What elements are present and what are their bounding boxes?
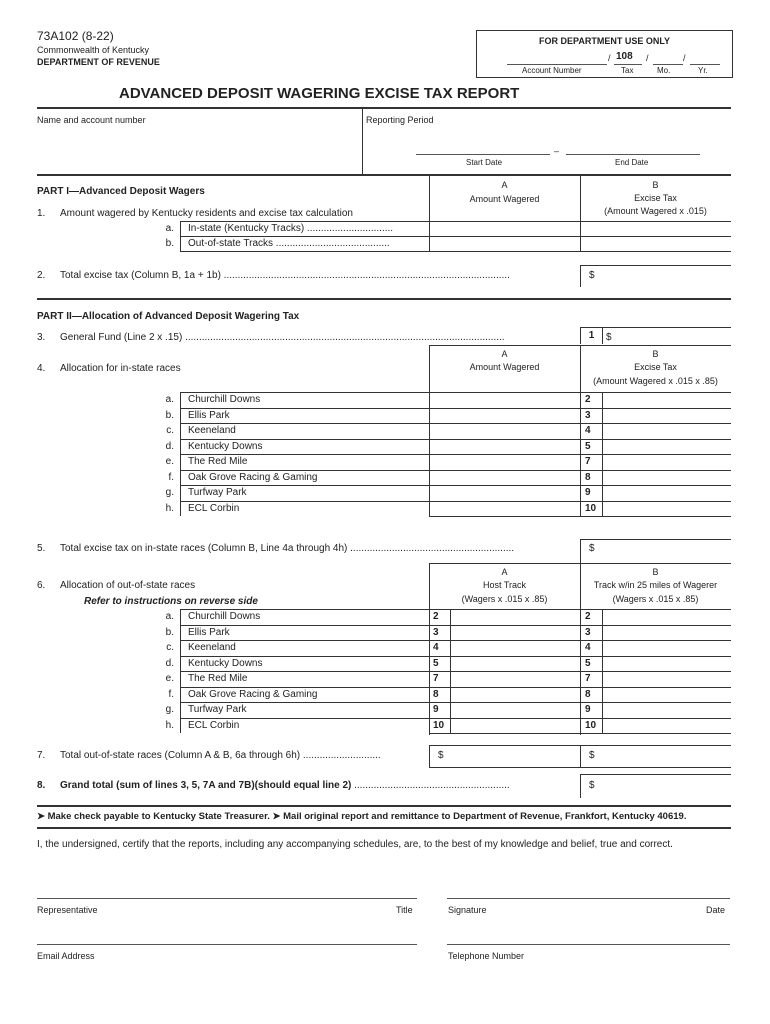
line5-total-input[interactable] bbox=[600, 540, 730, 562]
outstate-b-box-divider bbox=[602, 671, 603, 687]
outstate-a-box-number: 3 bbox=[433, 626, 439, 638]
line8-dollar: $ bbox=[589, 780, 595, 791]
instate-track-letter: b. bbox=[165, 409, 174, 421]
outstate-track-letter: g. bbox=[165, 704, 174, 715]
title-label: Title bbox=[396, 905, 413, 915]
instate-b-box-divider bbox=[602, 439, 603, 455]
line4-col-b-letter: B bbox=[652, 349, 659, 359]
line7b-dollar: $ bbox=[589, 750, 595, 761]
outstate-a-box-divider bbox=[450, 702, 451, 718]
line8-left-rule bbox=[580, 774, 581, 798]
instate-excise-tax-input[interactable] bbox=[604, 471, 730, 485]
outstate-host-track-input[interactable] bbox=[452, 641, 578, 655]
line6-col-b-sub: (Wagers x .015 x .85) bbox=[612, 594, 699, 604]
outstate-excise-tax-input[interactable] bbox=[604, 672, 730, 686]
line7a-input[interactable] bbox=[450, 746, 578, 766]
outstate-b-box-divider bbox=[602, 640, 603, 656]
slash-1: / bbox=[608, 53, 611, 63]
line6-col-b-label: Track w/in 25 miles of Wagerer bbox=[593, 580, 718, 590]
outstate-host-track-input[interactable] bbox=[452, 688, 578, 702]
line3-text: General Fund (Line 2 x .15) ................................................................................................................... bbox=[60, 332, 505, 343]
outstate-a-box-number: 9 bbox=[433, 704, 439, 715]
instate-amount-wagered-input[interactable] bbox=[431, 486, 578, 500]
line8-grand-total-input[interactable] bbox=[600, 775, 730, 797]
line6-col-a-letter: A bbox=[501, 567, 508, 577]
line1b-tax-input[interactable] bbox=[581, 237, 730, 250]
line7-number: 7. bbox=[37, 750, 46, 761]
outstate-track-letter: b. bbox=[165, 626, 174, 638]
payment-instructions: ➤ Make check payable to Kentucky State Treasurer. ➤ Mail original report and remittance to Department of Revenue, Frankfort, Kentucky 40619. bbox=[37, 811, 687, 822]
instate-b-box-divider bbox=[602, 392, 603, 408]
instate-b-box-number: 2 bbox=[585, 394, 591, 405]
instate-rows-bottom-rule bbox=[429, 516, 731, 517]
outstate-track-letter: f. bbox=[168, 688, 174, 700]
outstate-a-box-number: 2 bbox=[433, 611, 439, 622]
outstate-track-name: Oak Grove Racing & Gaming bbox=[188, 688, 318, 700]
line7a-dollar: $ bbox=[438, 750, 444, 761]
outstate-excise-tax-input[interactable] bbox=[604, 657, 730, 671]
line4-col-a-label: Amount Wagered bbox=[469, 362, 540, 372]
outstate-host-track-input[interactable] bbox=[452, 626, 578, 640]
outstate-a-box-number: 5 bbox=[433, 657, 439, 669]
year-line[interactable] bbox=[690, 64, 720, 65]
telephone-line[interactable] bbox=[447, 944, 730, 945]
start-date-label: Start Date bbox=[466, 158, 503, 167]
outstate-excise-tax-input[interactable] bbox=[604, 688, 730, 702]
outstate-b-box-number: 2 bbox=[585, 611, 591, 622]
instate-b-box-number: 5 bbox=[585, 440, 591, 452]
outstate-host-track-input[interactable] bbox=[452, 703, 578, 717]
outstate-b-box-number: 9 bbox=[585, 704, 591, 715]
instate-track-letter: d. bbox=[165, 440, 174, 452]
slash-2: / bbox=[646, 53, 649, 63]
outstate-track-letter: h. bbox=[165, 719, 174, 731]
instate-b-box-number: 3 bbox=[585, 409, 591, 421]
line3-box-number: 1 bbox=[588, 330, 595, 341]
agency-name: Commonwealth of Kentucky bbox=[37, 45, 150, 55]
line6-text: Allocation of out-of-state races bbox=[60, 580, 196, 591]
line4-number: 4. bbox=[37, 363, 46, 374]
instate-excise-tax-input[interactable] bbox=[604, 502, 730, 516]
line1a-text: In-state (Kentucky Tracks) ............................... bbox=[188, 223, 394, 234]
outstate-excise-tax-input[interactable] bbox=[604, 641, 730, 655]
outstate-host-track-input[interactable] bbox=[452, 719, 578, 733]
account-number-line[interactable] bbox=[507, 64, 607, 65]
outstate-a-box-number: 7 bbox=[433, 673, 439, 684]
form-id: 73A102 (8-22) bbox=[37, 29, 114, 43]
instate-track-name: Oak Grove Racing & Gaming bbox=[188, 471, 318, 483]
line2-number: 2. bbox=[37, 270, 46, 281]
part1-top-rule bbox=[37, 174, 731, 176]
date-label: Date bbox=[706, 905, 726, 915]
part2-title: PART II—Allocation of Advanced Deposit Wagering Tax bbox=[37, 311, 300, 322]
outstate-b-box-number: 5 bbox=[585, 657, 591, 669]
part1-col-b-label: Excise Tax bbox=[634, 193, 677, 203]
line4-col-b-sub: (Amount Wagered x .015 x .85) bbox=[593, 376, 718, 386]
signature-label: Signature bbox=[448, 905, 487, 915]
reporting-period-label: Reporting Period bbox=[366, 115, 434, 125]
name-account-label: Name and account number bbox=[37, 115, 146, 125]
line7b-input[interactable] bbox=[600, 746, 730, 766]
outstate-b-box-number: 4 bbox=[585, 642, 591, 653]
outstate-a-box-number: 8 bbox=[433, 688, 439, 700]
outstate-a-box-divider bbox=[450, 640, 451, 656]
outstate-track-letter: d. bbox=[165, 657, 174, 669]
representative-title-line[interactable] bbox=[37, 898, 417, 899]
end-date-field[interactable] bbox=[566, 154, 700, 155]
instate-track-name: Keeneland bbox=[188, 425, 236, 436]
outstate-excise-tax-input[interactable] bbox=[604, 626, 730, 640]
instate-amount-wagered-input[interactable] bbox=[431, 409, 578, 423]
outstate-a-box-divider bbox=[450, 625, 451, 641]
line8-text-wrap bbox=[60, 780, 576, 791]
instate-track-name: Ellis Park bbox=[188, 409, 230, 421]
line1b-letter: b. bbox=[165, 238, 174, 249]
outstate-a-box-divider bbox=[450, 609, 451, 625]
part1-col-b-letter: B bbox=[652, 180, 659, 190]
certification-statement: I, the undersigned, certify that the reports, including any accompanying schedules, are, to the best of my knowledge and belief, true and correct. bbox=[37, 839, 673, 850]
line1-number: 1. bbox=[37, 208, 46, 219]
line6-col-b-letter: B bbox=[652, 567, 659, 577]
line6-col-a-label: Host Track bbox=[482, 580, 526, 590]
line3-dollar: $ bbox=[606, 332, 612, 343]
outstate-a-box-divider bbox=[450, 671, 451, 687]
month-line[interactable] bbox=[653, 64, 683, 65]
outstate-label-left-rule bbox=[180, 609, 181, 733]
outstate-excise-tax-input[interactable] bbox=[604, 703, 730, 717]
line3-number: 3. bbox=[37, 332, 46, 343]
instate-b-box-divider bbox=[602, 408, 603, 424]
line4-text: Allocation for in-state races bbox=[60, 363, 181, 374]
outstate-host-track-input[interactable] bbox=[452, 672, 578, 686]
email-line[interactable] bbox=[37, 944, 417, 945]
outstate-track-name: Turfway Park bbox=[188, 704, 247, 715]
instate-b-box-divider bbox=[602, 454, 603, 470]
part1-col-b-sub: (Amount Wagered x .015) bbox=[604, 206, 707, 216]
line5-dollar: $ bbox=[589, 543, 595, 554]
outstate-b-box-divider bbox=[602, 718, 603, 734]
signature-date-line[interactable] bbox=[447, 898, 730, 899]
outstate-track-name: ECL Corbin bbox=[188, 719, 240, 731]
tax-code: 108 bbox=[616, 51, 633, 62]
line5-left-rule bbox=[580, 539, 581, 563]
line1b-text: Out-of-state Tracks ......................................... bbox=[188, 238, 390, 249]
department-use-box bbox=[476, 30, 733, 78]
line8-number: 8. bbox=[37, 780, 46, 791]
department-use-title: FOR DEPARTMENT USE ONLY bbox=[538, 36, 670, 46]
part1-title: PART I—Advanced Deposit Wagers bbox=[37, 186, 205, 197]
instate-b-box-number: 8 bbox=[585, 471, 591, 483]
id-divider bbox=[362, 108, 363, 174]
outstate-b-box-divider bbox=[602, 702, 603, 718]
footer-bottom-rule bbox=[37, 827, 731, 829]
outstate-b-box-number: 10 bbox=[585, 719, 597, 731]
part1-col-a-label: Amount Wagered bbox=[469, 194, 540, 204]
line2-dollar: $ bbox=[589, 270, 595, 281]
line3-input[interactable] bbox=[617, 329, 730, 343]
instate-track-name: Churchill Downs bbox=[188, 394, 261, 405]
line6-number: 6. bbox=[37, 580, 46, 591]
instate-track-letter: e. bbox=[165, 456, 174, 467]
account-number-label: Account Number bbox=[522, 66, 582, 75]
outstate-track-letter: c. bbox=[166, 642, 174, 653]
instate-track-letter: g. bbox=[165, 487, 174, 498]
outstate-excise-tax-input[interactable] bbox=[604, 719, 730, 733]
line2-left-rule bbox=[580, 265, 581, 287]
outstate-a-box-divider bbox=[450, 718, 451, 734]
instate-excise-tax-input[interactable] bbox=[604, 486, 730, 500]
instate-excise-tax-input[interactable] bbox=[604, 393, 730, 407]
outstate-b-box-divider bbox=[602, 687, 603, 703]
line1b-amount-input[interactable] bbox=[430, 237, 579, 250]
outstate-excise-tax-input[interactable] bbox=[604, 610, 730, 624]
line7-bottom-rule bbox=[429, 767, 731, 768]
title-rule bbox=[37, 107, 731, 109]
line4-col-b-label: Excise Tax bbox=[634, 362, 677, 372]
line1a-amount-input[interactable] bbox=[430, 222, 579, 235]
instate-excise-tax-input[interactable] bbox=[604, 424, 730, 438]
line5-text: Total excise tax on in-state races (Column B, Line 4a through 4h) ........................................................... bbox=[60, 543, 515, 554]
line8-dots: ........................................................ bbox=[351, 780, 510, 791]
line6-col-a-sub: (Wagers x .015 x .85) bbox=[461, 594, 548, 604]
outstate-track-name: Ellis Park bbox=[188, 626, 230, 638]
line6-instructions-note: Refer to instructions on reverse side bbox=[84, 596, 258, 607]
instate-track-letter: c. bbox=[166, 425, 174, 436]
footer-top-rule bbox=[37, 805, 731, 807]
outstate-a-box-divider bbox=[450, 687, 451, 703]
outstate-track-name: The Red Mile bbox=[188, 673, 248, 684]
email-label: Email Address bbox=[37, 951, 95, 961]
line1b-bottom-rule bbox=[180, 251, 731, 252]
line8-text: Grand total (sum of lines 3, 5, 7A and 7B)(should equal line 2) bbox=[60, 780, 352, 791]
department-name: DEPARTMENT OF REVENUE bbox=[37, 57, 160, 67]
part2-top-rule bbox=[37, 298, 731, 300]
outstate-track-name: Kentucky Downs bbox=[188, 657, 263, 669]
part1-col-a-letter: A bbox=[501, 180, 508, 190]
line7-b-left-rule bbox=[580, 745, 581, 767]
outstate-a-box-number: 10 bbox=[433, 719, 445, 731]
line7-a-left-rule bbox=[429, 745, 430, 767]
outstate-b-box-divider bbox=[602, 656, 603, 672]
instate-track-name: ECL Corbin bbox=[188, 502, 240, 514]
outstate-b-box-number: 3 bbox=[585, 626, 591, 638]
instate-b-box-divider bbox=[602, 470, 603, 486]
period-dash: – bbox=[554, 146, 560, 156]
tax-line bbox=[614, 64, 642, 65]
instate-track-name: Kentucky Downs bbox=[188, 440, 263, 452]
instate-amount-wagered-input[interactable] bbox=[431, 393, 578, 407]
outstate-a-box-number: 4 bbox=[433, 642, 439, 653]
report-title: ADVANCED DEPOSIT WAGERING EXCISE TAX REPORT bbox=[119, 85, 520, 102]
outstate-b-box-divider bbox=[602, 625, 603, 641]
instate-amount-wagered-input[interactable] bbox=[431, 471, 578, 485]
line3-box bbox=[580, 328, 603, 344]
outstate-b-box-number: 8 bbox=[585, 688, 591, 700]
instate-b-box-divider bbox=[602, 485, 603, 501]
instate-b-box-divider bbox=[602, 501, 603, 517]
line1a-tax-input[interactable] bbox=[581, 222, 730, 235]
slash-3: / bbox=[683, 53, 686, 63]
tax-label: Tax bbox=[621, 66, 634, 75]
instate-amount-wagered-input[interactable] bbox=[431, 440, 578, 454]
instate-track-letter: f. bbox=[168, 471, 174, 483]
year-label: Yr. bbox=[698, 66, 708, 75]
instate-b-box-number: 9 bbox=[585, 487, 591, 498]
outstate-b-box-divider bbox=[602, 609, 603, 625]
instate-b-box-number: 7 bbox=[585, 456, 591, 467]
line1-text: Amount wagered by Kentucky residents and excise tax calculation bbox=[60, 208, 353, 219]
line2-text: Total excise tax (Column B, 1a + 1b) ....................................................................................................... bbox=[60, 270, 510, 281]
month-label: Mo. bbox=[657, 66, 671, 75]
instate-excise-tax-input[interactable] bbox=[604, 409, 730, 423]
instate-track-letter: h. bbox=[165, 502, 174, 514]
outstate-track-letter: a. bbox=[165, 611, 174, 622]
line7-text: Total out-of-state races (Column A & B, 6a through 6h) ............................ bbox=[60, 750, 381, 761]
start-date-field[interactable] bbox=[416, 154, 550, 155]
instate-excise-tax-input[interactable] bbox=[604, 440, 730, 454]
line2-total-input[interactable] bbox=[600, 266, 730, 286]
instate-amount-wagered-input[interactable] bbox=[431, 424, 578, 438]
outstate-track-name: Keeneland bbox=[188, 642, 236, 653]
outstate-host-track-input[interactable] bbox=[452, 657, 578, 671]
instate-b-box-divider bbox=[602, 423, 603, 439]
instate-track-name: The Red Mile bbox=[188, 456, 248, 467]
telephone-label: Telephone Number bbox=[448, 951, 525, 961]
line4-col-a-letter: A bbox=[501, 349, 508, 359]
instate-b-box-number: 10 bbox=[585, 502, 597, 514]
instate-track-name: Turfway Park bbox=[188, 487, 247, 498]
outstate-track-letter: e. bbox=[165, 673, 174, 684]
end-date-label: End Date bbox=[615, 158, 649, 167]
outstate-rows-bottom-rule bbox=[429, 733, 731, 734]
outstate-host-track-input[interactable] bbox=[452, 610, 578, 624]
line1a-letter: a. bbox=[165, 223, 174, 234]
instate-label-left-rule bbox=[180, 392, 181, 516]
line5-number: 5. bbox=[37, 543, 46, 554]
outstate-a-box-divider bbox=[450, 656, 451, 672]
outstate-track-name: Churchill Downs bbox=[188, 611, 261, 622]
instate-b-box-number: 4 bbox=[585, 425, 591, 436]
instate-amount-wagered-input[interactable] bbox=[431, 455, 578, 469]
representative-label: Representative bbox=[37, 905, 98, 915]
instate-excise-tax-input[interactable] bbox=[604, 455, 730, 469]
instate-amount-wagered-input[interactable] bbox=[431, 502, 578, 516]
outstate-b-box-number: 7 bbox=[585, 673, 591, 684]
instate-track-letter: a. bbox=[165, 394, 174, 405]
